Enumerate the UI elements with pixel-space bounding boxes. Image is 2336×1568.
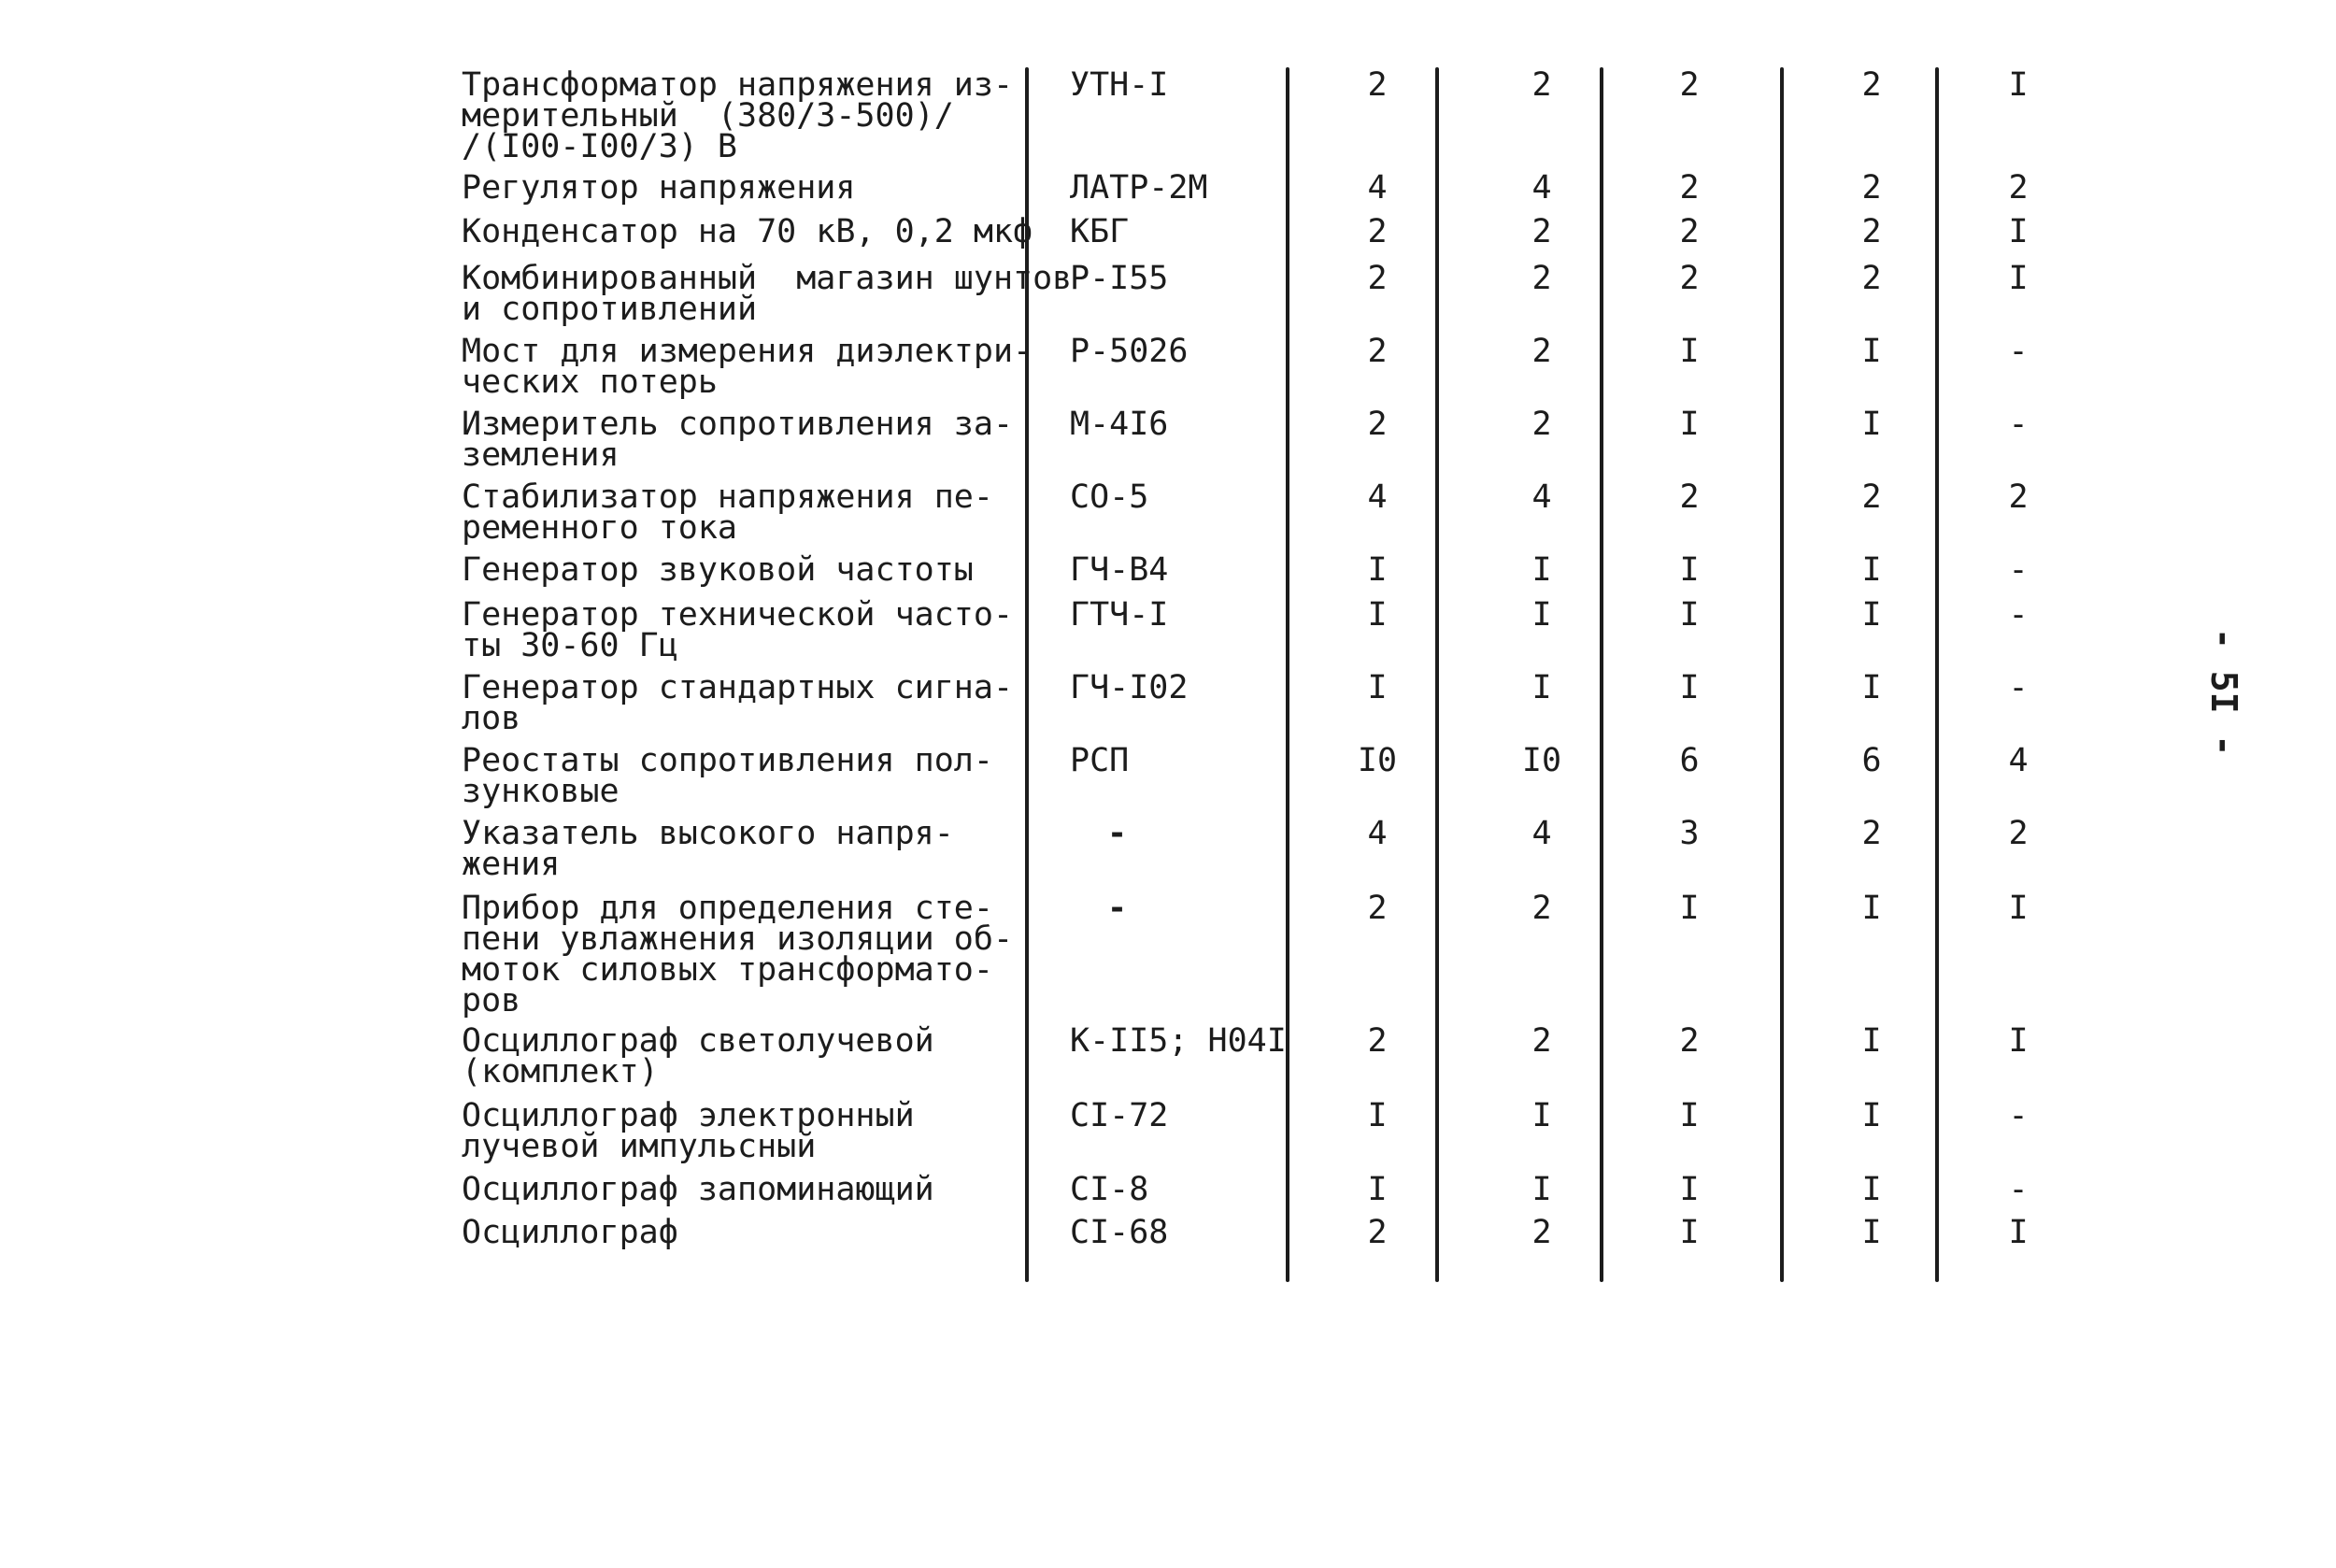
quantity-cell: I0 [1521,742,1562,779]
quantity-cell: 2 [1861,478,1882,516]
equipment-type: - [1107,815,1128,852]
equipment-name: Осциллограф светолучевой (комплект) [462,1022,934,1090]
quantity-cell: 6 [1679,742,1700,779]
column-divider [1435,67,1439,1282]
equipment-name: Стабилизатор напряжения пе- ременного тока [462,478,993,547]
quantity-cell: 2 [1367,260,1388,297]
quantity-cell: I [1679,1214,1700,1251]
quantity-cell: 4 [1367,478,1388,516]
quantity-cell: I [1861,333,1882,370]
quantity-cell: 2 [1861,260,1882,297]
quantity-cell: 2 [1367,890,1388,927]
quantity-cell: 2 [1861,169,1882,207]
equipment-type: ЛАТР-2М [1070,169,1208,207]
quantity-cell: I [2008,260,2029,297]
quantity-cell: I [1367,551,1388,589]
equipment-name: Трансформатор напряжения из- мерительный (380/3-500)/ /(I00-I00/3) В [462,66,1014,165]
equipment-name: Генератор звуковой частоты [462,551,974,589]
quantity-cell: 2 [1861,213,1882,250]
quantity-cell: I [1367,669,1388,706]
quantity-cell: - [2008,596,2029,634]
quantity-cell: 2 [1531,333,1552,370]
quantity-cell: 2 [2008,815,2029,852]
equipment-name: Осциллограф электронный лучевой импульсный [462,1097,915,1165]
quantity-cell: I [1367,1097,1388,1134]
quantity-cell: I [1861,1022,1882,1060]
quantity-cell: I [1531,551,1552,589]
quantity-cell: 2 [1531,66,1552,104]
quantity-cell: I [1531,596,1552,634]
quantity-cell: I [1861,596,1882,634]
quantity-cell: 2 [1531,260,1552,297]
equipment-name: Осциллограф [462,1214,678,1251]
equipment-type: СI-72 [1070,1097,1169,1134]
quantity-cell: 2 [1531,213,1552,250]
quantity-cell: 4 [1367,169,1388,207]
equipment-type: ГТЧ-I [1070,596,1169,634]
quantity-cell: - [2008,669,2029,706]
quantity-cell: 2 [2008,169,2029,207]
quantity-cell: - [2008,406,2029,443]
quantity-cell: 2 [1679,1022,1700,1060]
quantity-cell: I [1679,333,1700,370]
column-divider [1286,67,1289,1282]
equipment-type: К-II5; Н04I [1070,1022,1287,1060]
equipment-name: Осциллограф запоминающий [462,1171,934,1208]
page-number: - 5I - [2203,628,2244,757]
equipment-type: УТН-I [1070,66,1169,104]
quantity-cell: 2 [1367,1214,1388,1251]
quantity-cell: I [1679,596,1700,634]
quantity-cell: - [2008,1171,2029,1208]
equipment-name: Мост для измерения диэлектри- ческих потерь [462,333,1033,401]
quantity-cell: I [1861,890,1882,927]
quantity-cell: I [2008,66,2029,104]
equipment-type: СО-5 [1070,478,1149,516]
quantity-cell: 4 [1531,815,1552,852]
column-divider [1600,67,1603,1282]
quantity-cell: I [1367,596,1388,634]
quantity-cell: 2 [1679,66,1700,104]
equipment-name: Регулятор напряжения [462,169,856,207]
quantity-cell: 2 [1861,66,1882,104]
equipment-type: М-4I6 [1070,406,1169,443]
quantity-cell: - [2008,1097,2029,1134]
quantity-cell: 2 [1531,1214,1552,1251]
equipment-type: Р-5026 [1070,333,1189,370]
equipment-type: ГЧ-В4 [1070,551,1169,589]
quantity-cell: - [2008,333,2029,370]
quantity-cell: 2 [1861,815,1882,852]
quantity-cell: I [1861,1097,1882,1134]
quantity-cell: 4 [2008,742,2029,779]
quantity-cell: I [1531,1097,1552,1134]
equipment-name: Прибор для определения сте- пени увлажнения изоляции об- моток силовых трансформато- ров [462,890,1014,1019]
column-divider [1935,67,1939,1282]
quantity-cell: I [1679,406,1700,443]
quantity-cell: - [2008,551,2029,589]
column-divider [1780,67,1784,1282]
quantity-cell: I [1861,669,1882,706]
equipment-name: Комбинированный магазин шунтов и сопротивлений [462,260,1073,328]
quantity-cell: 6 [1861,742,1882,779]
quantity-cell: I [1861,1171,1882,1208]
quantity-cell: 3 [1679,815,1700,852]
quantity-cell: I [1531,669,1552,706]
quantity-cell: 2 [1367,213,1388,250]
quantity-cell: 2 [1367,1022,1388,1060]
quantity-cell: 2 [2008,478,2029,516]
equipment-name: Генератор технической часто- ты 30-60 Гц [462,596,1014,664]
quantity-cell: I [1679,890,1700,927]
quantity-cell: I [1679,1171,1700,1208]
quantity-cell: 2 [1367,66,1388,104]
equipment-type: КБГ [1070,213,1130,250]
equipment-type: СI-68 [1070,1214,1169,1251]
equipment-type: ГЧ-I02 [1070,669,1189,706]
quantity-cell: I [1531,1171,1552,1208]
equipment-name: Реостаты сопротивления пол- зунковые [462,742,993,810]
quantity-cell: 4 [1367,815,1388,852]
quantity-cell: 2 [1679,169,1700,207]
equipment-type: - [1107,890,1128,927]
equipment-name: Измеритель сопротивления за- земления [462,406,1014,474]
quantity-cell: I [2008,1022,2029,1060]
quantity-cell: 2 [1531,1022,1552,1060]
quantity-cell: I [1679,669,1700,706]
quantity-cell: I [2008,890,2029,927]
quantity-cell: 2 [1679,260,1700,297]
quantity-cell: I0 [1357,742,1398,779]
quantity-cell: 2 [1531,406,1552,443]
equipment-type: Р-I55 [1070,260,1169,297]
equipment-name: Конденсатор на 70 кВ, 0,2 мкф [462,213,1033,250]
quantity-cell: 2 [1679,478,1700,516]
equipment-type: СI-8 [1070,1171,1149,1208]
quantity-cell: I [2008,1214,2029,1251]
equipment-name: Указатель высокого напря- жения [462,815,954,883]
equipment-type: РСП [1070,742,1130,779]
quantity-cell: I [1679,1097,1700,1134]
quantity-cell: I [1861,551,1882,589]
quantity-cell: 2 [1367,333,1388,370]
quantity-cell: I [2008,213,2029,250]
quantity-cell: 2 [1531,890,1552,927]
quantity-cell: I [1367,1171,1388,1208]
quantity-cell: 2 [1367,406,1388,443]
quantity-cell: 2 [1679,213,1700,250]
quantity-cell: 4 [1531,169,1552,207]
quantity-cell: I [1679,551,1700,589]
quantity-cell: 4 [1531,478,1552,516]
quantity-cell: I [1861,406,1882,443]
equipment-name: Генератор стандартных сигна- лов [462,669,1014,737]
quantity-cell: I [1861,1214,1882,1251]
